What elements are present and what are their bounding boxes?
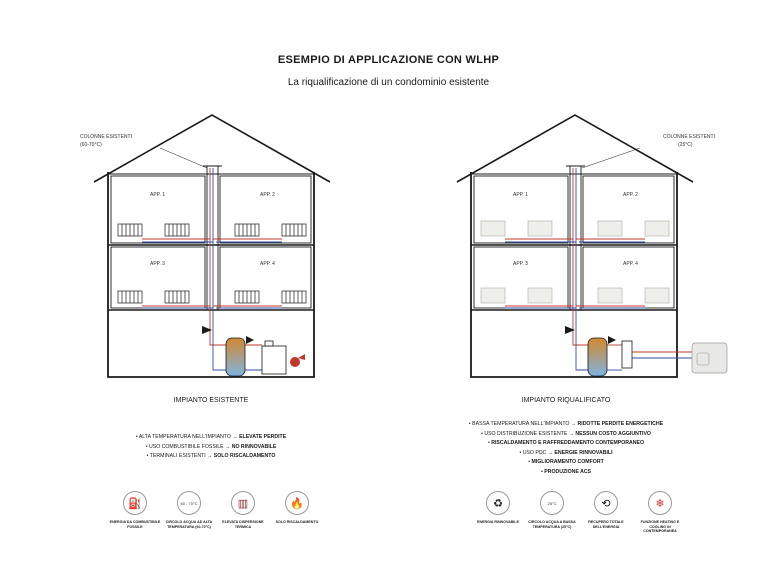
heat-pump-outdoor-unit: [692, 343, 727, 373]
left-benefit-item: • ALTA TEMPERATURA NELL'IMPIANTO → ELEVATE PERDITE: [135, 434, 287, 440]
left-icons-row: [108, 491, 324, 529]
page-subtitle: La riqualificazione di un condominio esistente: [287, 77, 490, 88]
left-columns-temp: (60-70°C): [80, 142, 102, 148]
water-drop-low-temp-icon: 25°C: [540, 491, 564, 515]
dispersion-item: ▥ ELEVATA DISPERSIONE TERMICA: [216, 491, 270, 529]
right-apt-4-label: APP. 4: [623, 261, 638, 267]
fuel-can-icon: ⛽: [123, 491, 147, 515]
left-benefits-list: [61, 433, 361, 462]
left-columns-label: COLONNE ESISTENTI: [80, 134, 132, 140]
right-benefit-item: • USO PDC → ENERGIE RINNOVABILI: [519, 449, 613, 456]
left-roof: [94, 115, 330, 182]
left-benefit-item: • TERMINALI ESISTENTI → SOLO RISCALDAMENTO: [146, 453, 276, 459]
left-apt-3-label: APP. 3: [150, 261, 165, 267]
flame-icon: 🔥: [285, 491, 309, 515]
recovery-item: ⟲ RECUPERO TOTALE DELL'ENERGIA: [579, 491, 633, 534]
left-building: [94, 115, 330, 377]
right-benefit-item: • RISCALDAMENTO E RAFFREDDAMENTO CONTEMPORANEO: [487, 440, 645, 446]
fan-coil-units: [481, 221, 669, 303]
renewable-item: ♻ ENERGIA RINNOVABILE: [471, 491, 525, 534]
low-temp-item: 25°C CIRCOLO ACQUA A BASSA TEMPERATURA (25°C): [525, 491, 579, 534]
right-apt-1-label: APP. 1: [513, 192, 528, 198]
right-benefit-item: • BASSA TEMPERATURA NELL'IMPIANTO → RIDOTTE PERDITE ENERGETICHE: [468, 421, 664, 427]
right-columns-temp: (25°C): [678, 142, 693, 148]
right-pump-icon: [565, 326, 575, 334]
left-apt-1-label: APP. 1: [150, 192, 165, 198]
renewable-energy-icon: ♻: [486, 491, 510, 515]
right-building: [457, 115, 693, 377]
fuel-item: ⛽ ENERGIA DA COMBUSTIBILE FOSSILE: [108, 491, 162, 529]
right-caption: IMPIANTO RIQUALIFICATO: [521, 397, 611, 404]
heating-only-item: 🔥 SOLO RISCALDAMENTO: [270, 491, 324, 529]
flame-icon: [290, 357, 300, 367]
left-boiler: [262, 341, 286, 374]
right-benefit-item: • MIGLIORAMENTO COMFORT: [528, 459, 604, 465]
left-pump-icon: [202, 326, 212, 334]
left-caption: IMPIANTO ESISTENTE: [173, 397, 249, 404]
left-pipes: [142, 168, 282, 370]
right-columns-label: COLONNE ESISTENTI: [663, 134, 715, 140]
heat-cool-item: ❄ FUNZIONE HEATING E COOLING IN CONTEMPORANEA: [633, 491, 687, 534]
right-benefits-list: [416, 420, 716, 477]
right-apt-3-label: APP. 3: [513, 261, 528, 267]
right-benefit-item: • USO DISTRIBUZIONE ESISTENTE → NESSUN COSTO AGGIUNTIVO: [481, 430, 651, 437]
right-storage-tank: [588, 338, 607, 376]
energy-recovery-icon: ⟲: [594, 491, 618, 515]
right-valve-icon: [608, 336, 616, 344]
heat-cool-icon: ❄: [648, 491, 672, 515]
right-icons-row: [471, 491, 687, 534]
left-benefit-item: • USO COMBUSTIBILE FOSSILE → NO RINNOVABILE: [145, 443, 277, 450]
wlhp-unit: [622, 341, 632, 368]
right-roof: [457, 115, 693, 182]
left-apt-2-label: APP. 2: [260, 192, 275, 198]
left-apt-4-label: APP. 4: [260, 261, 275, 267]
left-storage-tank: [226, 338, 245, 376]
right-apt-2-label: APP. 2: [623, 192, 638, 198]
radiator-icon: ▥: [231, 491, 255, 515]
left-valve-icon: [246, 336, 254, 344]
radiator-icon: [118, 224, 306, 303]
right-benefit-item: • PRODUZIONE ACS: [540, 468, 592, 475]
page-title: ESEMPIO DI APPLICAZIONE CON WLHP: [277, 54, 500, 66]
high-temp-item: 60 - 70°C CIRCOLO ACQUA AD ALTA TEMPERATURA (60-70°C): [162, 491, 216, 529]
thermometer-temp-icon: 60 - 70°C: [177, 491, 201, 515]
